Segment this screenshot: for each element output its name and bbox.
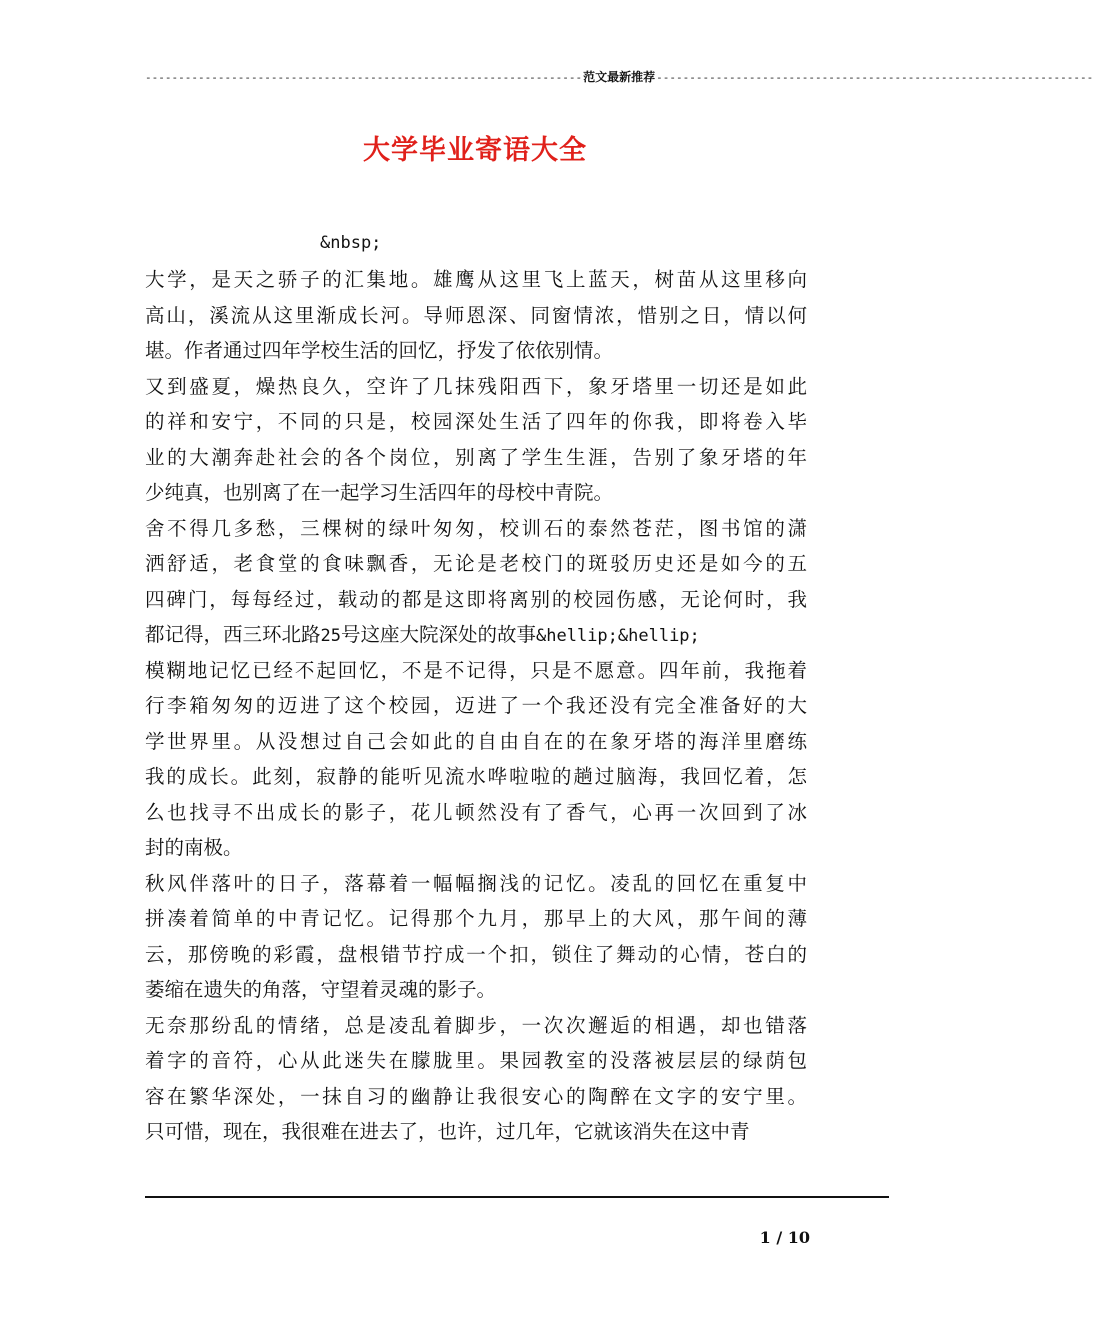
body-line: 行李箱匆匆的迈进了这个校园，迈进了一个我还没有完全准备好的大 bbox=[145, 694, 807, 717]
body-line: 堪。作者通过四年学校生活的回忆，抒发了依依别情。 bbox=[145, 339, 614, 362]
header-right-dashes: ------------------------------------------------------------------ bbox=[656, 71, 1093, 84]
body-line: 学世界里。从没想过自己会如此的自由自在的在象牙塔的海洋里磨练 bbox=[145, 729, 807, 753]
header-left-dashes: ------------------------------------------------------------------ bbox=[145, 71, 583, 84]
header-rule bbox=[145, 68, 1093, 85]
special-number: 25 bbox=[320, 626, 341, 646]
body-line: 模糊地记忆已经不起回忆，不是不记得，只是不愿意。四年前，我拖着 bbox=[145, 658, 807, 682]
body-line: 容在繁华深处，一抹自习的幽静让我很安心的陶醉在文字的安宁里。 bbox=[145, 1084, 807, 1108]
body-line: 舍不得几多愁，三棵树的绿叶匆匆，校训石的泰然苍茫，图书馆的潇 bbox=[145, 516, 807, 540]
header-label: 范文最新推荐 bbox=[583, 70, 656, 84]
body-line: 只可惜，现在，我很难在进去了，也许，过几年，它就该消失在这中青 bbox=[145, 1120, 750, 1143]
body-line: 着字的音符，心从此迷失在朦胧里。果园教室的没落被层层的绿荫包 bbox=[145, 1049, 807, 1072]
special-middle: 号这座大院深处的故事 bbox=[341, 623, 537, 646]
body-line: 大学，是天之骄子的汇集地。雄鹰从这里飞上蓝天，树苗从这里移向 bbox=[145, 268, 807, 291]
page-number: 1 / 10 bbox=[759, 1228, 810, 1247]
body-line: 少纯真，也别离了在一起学习生活四年的母校中青院。 bbox=[145, 481, 614, 504]
body-line: 么也找寻不出成长的影子，花儿顿然没有了香气，心再一次回到了冰 bbox=[145, 800, 807, 824]
body-line: 封的南极。 bbox=[145, 836, 243, 859]
body-line: 无奈那纷乱的情绪，总是凌乱着脚步，一次次邂逅的相遇，却也错落 bbox=[145, 1013, 807, 1037]
body-line: 拼凑着简单的中青记忆。记得那个九月，那早上的大风，那午间的薄 bbox=[145, 907, 807, 930]
body-line: 萎缩在遗失的角落，守望着灵魂的影子。 bbox=[145, 978, 497, 1001]
body-line: 洒舒适，老食堂的食味飘香，无论是老校门的斑驳历史还是如今的五 bbox=[145, 552, 807, 575]
body-line: 云，那傍晚的彩霞，盘根错节拧成一个扣，锁住了舞动的心情，苍白的 bbox=[145, 942, 807, 966]
body-line: 又到盛夏，燥热良久，空许了几抹残阳西下，象牙塔里一切还是如此 bbox=[145, 374, 807, 398]
body-line: 业的大潮奔赴社会的各个岗位，别离了学生生涯，告别了象牙塔的年 bbox=[145, 445, 807, 469]
footer-divider bbox=[145, 1196, 889, 1198]
nbsp-artifact: &nbsp; bbox=[320, 233, 382, 253]
body-line-special bbox=[145, 617, 807, 653]
body-line: 高山，溪流从这里渐成长河。导师恩深、同窗情浓，惜别之日，情以何 bbox=[145, 303, 807, 327]
body-line: 的祥和安宁，不同的只是，校园深处生活了四年的你我，即将卷入毕 bbox=[145, 410, 807, 433]
document-title: 大学毕业寄语大全 bbox=[363, 135, 587, 166]
document-body bbox=[145, 262, 807, 1150]
special-prefix: 都记得，西三环北路 bbox=[145, 623, 321, 646]
body-line: 我的成长。此刻，寂静的能听见流水哗啦啦的趟过脑海，我回忆着，怎 bbox=[145, 765, 807, 788]
body-line: 秋风伴落叶的日子，落幕着一幅幅搁浅的记忆。凌乱的回忆在重复中 bbox=[145, 871, 807, 895]
special-suffix: &hellip;&hellip; bbox=[536, 626, 700, 646]
body-line: 四碑门，每每经过，载动的都是这即将离别的校园伤感，无论何时，我 bbox=[145, 587, 807, 611]
